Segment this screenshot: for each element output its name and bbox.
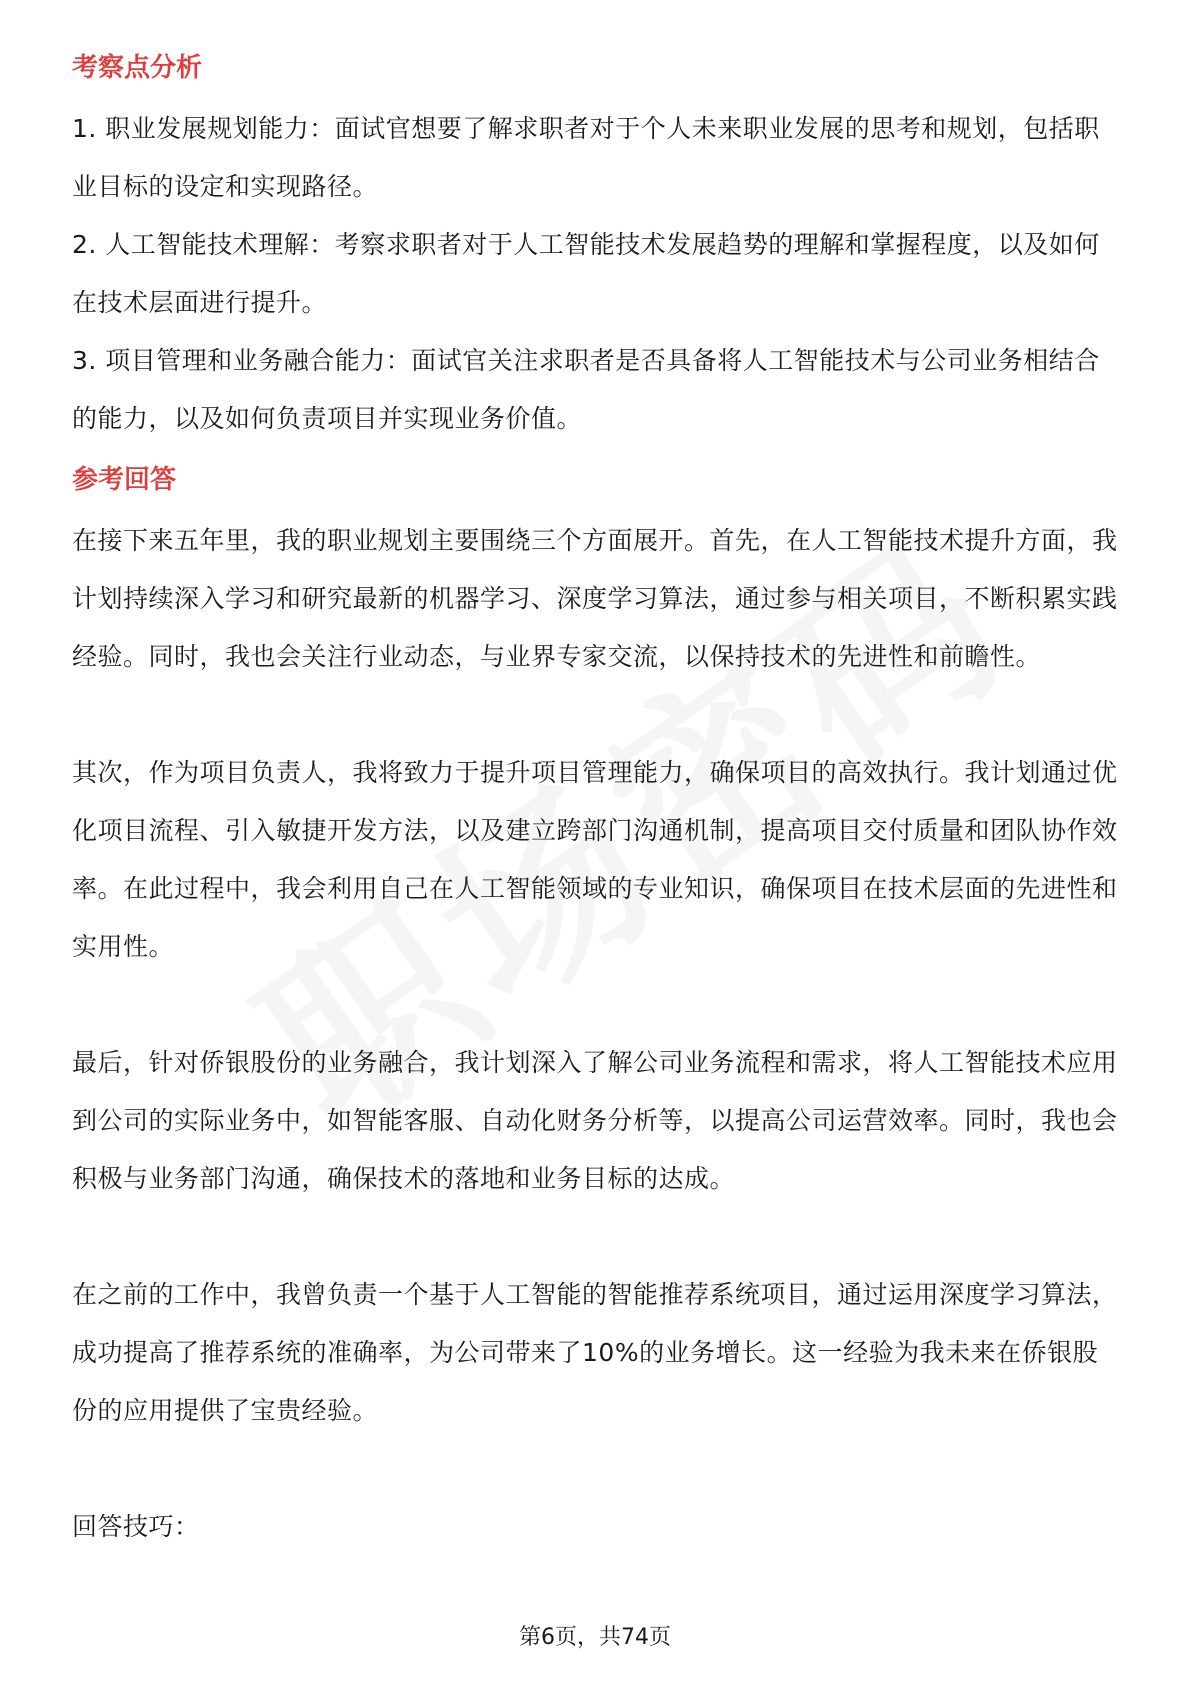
page-footer: 第6页，共74页	[519, 1625, 671, 1650]
answer-section	[72, 460, 1122, 1556]
analysis-point: 3. 项目管理和业务融合能力：面试官关注求职者是否具备将人工智能技术与公司业务相结合的能力，以及如何负责项目并实现业务价值。	[72, 346, 1100, 433]
analysis-point: 2. 人工智能技术理解：考察求职者对于人工智能技术发展趋势的理解和掌握程度，以及如何在技术层面进行提升。	[72, 230, 1100, 317]
analysis-heading: 考察点分析	[72, 53, 203, 83]
analysis-section	[72, 48, 1122, 448]
answer-heading: 参考回答	[72, 465, 177, 495]
document-page	[72, 48, 1122, 1556]
answer-paragraph: 在之前的工作中，我曾负责一个基于人工智能的智能推荐系统项目，通过运用深度学习算法，成功提高了推荐系统的准确率，为公司带来了10%的业务增长。这一经验为我未来在侨银股份的应用提供了宝贵经验。	[72, 1280, 1118, 1425]
answer-paragraph: 在接下来五年里，我的职业规划主要围绕三个方面展开。首先，在人工智能技术提升方面，我计划持续深入学习和研究最新的机器学习、深度学习算法，通过参与相关项目，不断积累实践经验。同时，我也会关注行业动态，与业界专家交流，以保持技术的先进性和前瞻性。	[72, 526, 1118, 671]
answer-paragraph: 最后，针对侨银股份的业务融合，我计划深入了解公司业务流程和需求，将人工智能技术应用到公司的实际业务中，如智能客服、自动化财务分析等，以提高公司运营效率。同时，我也会积极与业务部门沟通，确保技术的落地和业务目标的达成。	[72, 1048, 1118, 1193]
answer-paragraph: 其次，作为项目负责人，我将致力于提升项目管理能力，确保项目的高效执行。我计划通过优化项目流程、引入敏捷开发方法，以及建立跨部门沟通机制，提高项目交付质量和团队协作效率。在此过程中，我会利用自己在人工智能领域的专业知识，确保项目在技术层面的先进性和实用性。	[72, 758, 1118, 961]
analysis-point: 1. 职业发展规划能力：面试官想要了解求职者对于个人未来职业发展的思考和规划，包括职业目标的设定和实现路径。	[72, 114, 1100, 201]
tips-label: 回答技巧：	[72, 1512, 200, 1541]
